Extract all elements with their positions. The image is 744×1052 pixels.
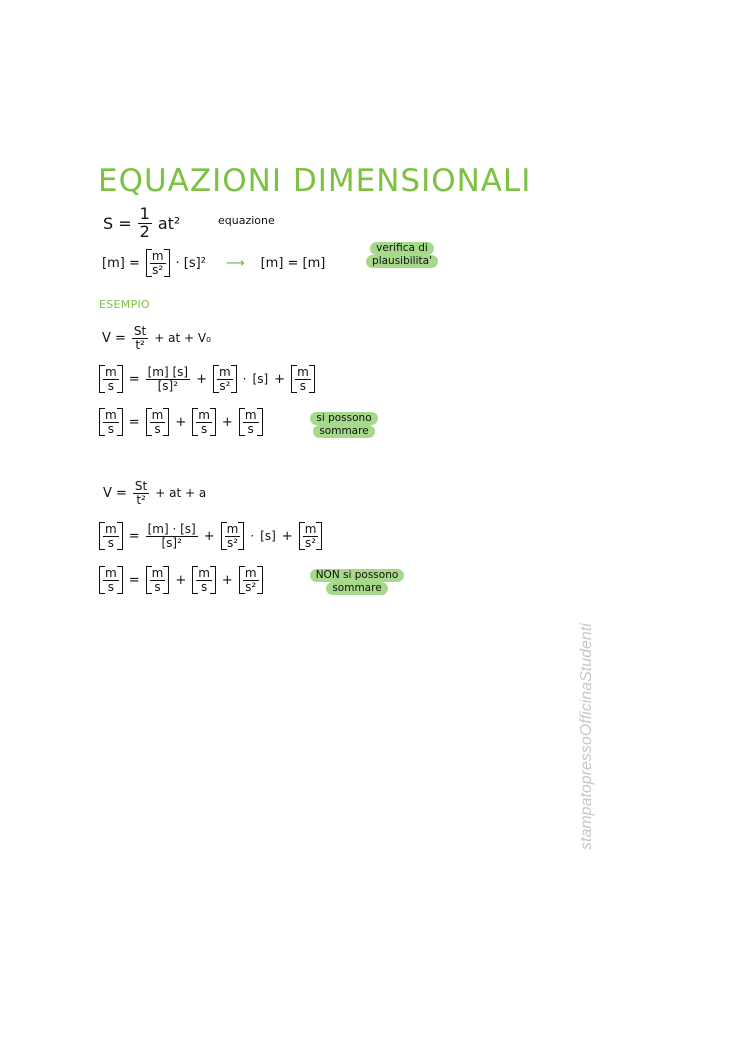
badge-line-2: plausibilita' [366,255,438,268]
dim-fraction-num: [m] · [s] [147,522,196,536]
unit-s: s [200,421,208,436]
unit-bs: [s] [252,372,269,387]
formula-lhs: S = [103,213,132,233]
plus: + [281,528,293,544]
plus: + [175,572,187,588]
formula-fraction [138,206,152,241]
formula-label-text: equazione [218,214,275,227]
dot: · [242,372,247,387]
eq-denominator: t² [135,337,145,352]
can-sum-badge [306,412,382,438]
plus: + [203,528,215,544]
plus: + [221,572,233,588]
example2-equation [103,480,206,506]
plausibility-badge [362,242,442,268]
eq-rest: + at + a [155,486,207,501]
dim-fraction-num: [m] [s] [147,365,189,379]
eq-denominator: t² [136,492,146,507]
unit-s: s [299,378,307,393]
example1-dim-row [99,365,315,393]
badge-line-2: sommare [326,582,387,595]
unit-m: m [198,408,210,422]
dim-result: [m] = [m] [260,255,326,271]
dim-lhs: [m] = [102,255,140,271]
formula-rhs: at² [157,213,181,233]
cannot-sum-badge [305,569,409,595]
formula-row [103,206,180,241]
badge-line-1: si possono [310,412,377,425]
unit-m: m [151,566,164,580]
page-title: EQUAZIONI DIMENSIONALI [98,163,532,199]
equals: = [128,572,140,588]
example1-equation [102,325,211,351]
unit-m: m [105,408,117,422]
dim-denominator: s² [152,262,164,277]
equals: = [128,414,140,430]
example2-result-row [99,566,263,594]
unit-s2: s² [305,535,317,550]
dim-fraction-den: [s]² [157,378,179,393]
unit-s: s [107,535,114,550]
plus: + [196,371,207,387]
unit-m: m [219,365,231,379]
unit-s: s [154,579,161,594]
unit-m: m [304,522,317,536]
unit-s: s [154,421,161,436]
unit-s2: s² [245,579,257,594]
unit-m: m [297,365,309,379]
eq-numerator: St [133,324,147,338]
eq-numerator: St [134,479,148,493]
eq-lhs: V = [103,485,127,501]
eq-rest: + at + V₀ [154,331,211,346]
example-label: ESEMPIO [99,298,151,311]
equals: = [128,528,140,544]
unit-m: m [198,566,210,580]
dim-numerator: m [151,249,164,263]
eq-fraction [132,325,148,351]
fraction-denominator: 2 [139,221,150,241]
bracket-term [146,249,170,277]
dim-fraction-den: [s]² [161,535,182,550]
fraction-numerator: 1 [139,204,150,223]
eq-lhs: V = [102,330,126,346]
unit-m: m [244,566,257,580]
example1-result-row [99,408,263,436]
unit-s2: s² [226,535,239,550]
badge-line-1: NON si possono [310,569,405,582]
unit-s2: s² [219,378,231,393]
example2-dim-row [99,522,322,550]
eq-fraction [133,480,149,506]
unit-m: m [226,522,239,536]
unit-s: s [200,579,208,594]
unit-m: m [244,408,257,422]
unit-s: s [107,378,114,393]
dim-fraction [146,366,190,392]
dimension-check-row [102,249,325,277]
unit-s: s [107,421,114,436]
plus: + [274,371,286,387]
dot: · [250,529,255,544]
dim-dot-term: · [s]² [175,255,206,271]
formula-label [218,214,275,227]
unit-m: m [105,566,117,580]
unit-m: m [151,408,164,422]
arrow-icon: ⟶ [225,255,245,271]
badge-line-1: verifica di [370,242,434,255]
plus: + [175,414,187,430]
unit-s: s [247,421,254,436]
watermark: stampatopressoOfficinaStudenti [578,623,595,850]
dim-fraction [146,523,198,549]
unit-bs: [s] [260,529,276,544]
unit-s: s [107,579,114,594]
badge-line-2: sommare [313,425,374,438]
equals: = [128,371,140,387]
unit-m: m [105,365,117,379]
plus: + [221,414,233,430]
unit-m: m [105,522,117,536]
